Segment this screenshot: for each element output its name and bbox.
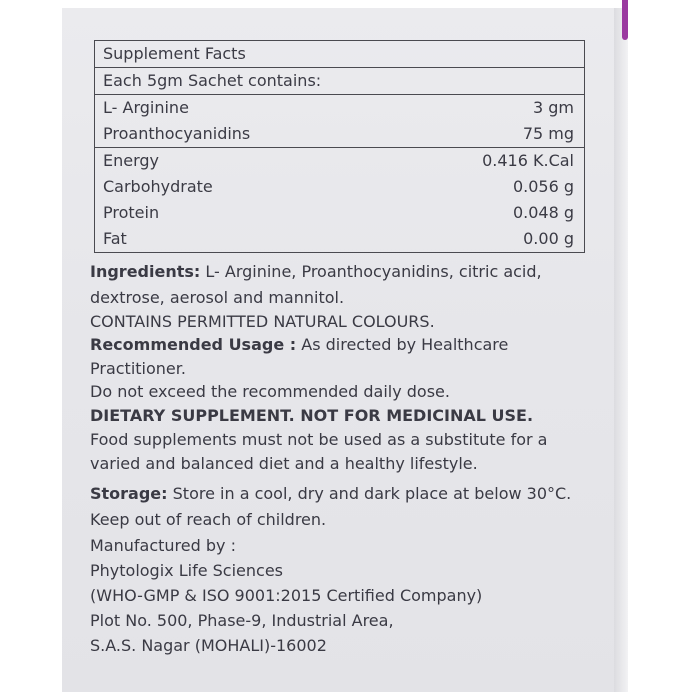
storage-line — [90, 482, 571, 506]
children-note: Keep out of reach of children. — [90, 510, 327, 529]
facts-row-value: 0.056 g — [512, 177, 574, 196]
facts-row-value: 3 gm — [532, 98, 574, 117]
dietary-note-text: DIETARY SUPPLEMENT. NOT FOR MEDICINAL USE. — [90, 406, 534, 425]
facts-row-value: 75 mg — [522, 124, 574, 143]
dose-warning: Do not exceed the recommended daily dose. — [90, 382, 450, 401]
manufacturer-cert: (WHO-GMP & ISO 9001:2015 Certified Company) — [90, 586, 483, 605]
box-edge — [614, 8, 628, 692]
facts-serving-row — [95, 68, 584, 95]
facts-row-name: Proanthocyanidins — [103, 124, 251, 143]
manufacturer-address-1: Plot No. 500, Phase-9, Industrial Area, — [90, 611, 394, 630]
storage-text: Store in a cool, dry and dark place at below 30°C. — [167, 484, 572, 503]
substitute-line-2: varied and balanced diet and a healthy lifestyle. — [90, 454, 478, 473]
substitute-line-1: Food supplements must not be used as a substitute for a — [90, 430, 548, 449]
supplement-facts-table — [94, 40, 585, 253]
usage-label: Recommended Usage : — [90, 335, 297, 354]
facts-row-value: 0.00 g — [523, 229, 574, 248]
facts-title: Supplement Facts — [103, 44, 246, 63]
facts-row-name: Protein — [103, 203, 160, 222]
facts-row-name: L- Arginine — [103, 98, 189, 117]
facts-row — [95, 174, 584, 200]
nutrition-group — [95, 148, 584, 252]
usage-line-2: Practitioner. — [90, 359, 186, 378]
facts-row — [95, 148, 584, 174]
storage-label: Storage: — [90, 484, 168, 503]
colours-note: CONTAINS PERMITTED NATURAL COLOURS. — [90, 312, 435, 331]
manufacturer-name: Phytologix Life Sciences — [90, 561, 283, 580]
ingredients-line-2: dextrose, aerosol and mannitol. — [90, 288, 345, 307]
purple-tab — [622, 0, 628, 40]
facts-row-value: 0.416 K.Cal — [482, 151, 574, 170]
facts-title-row — [95, 41, 584, 68]
ingredients-label: Ingredients: — [90, 262, 201, 281]
usage-line-1 — [90, 333, 508, 357]
facts-row — [95, 226, 584, 252]
facts-serving: Each 5gm Sachet contains: — [103, 71, 322, 90]
facts-row-value: 0.048 g — [512, 203, 574, 222]
manufacturer-address-2: S.A.S. Nagar (MOHALI)-16002 — [90, 636, 327, 655]
facts-row-name: Energy — [103, 151, 160, 170]
facts-row-name: Carbohydrate — [103, 177, 213, 196]
facts-row — [95, 121, 584, 147]
facts-row-name: Fat — [103, 229, 127, 248]
manufacturer-label: Manufactured by : — [90, 536, 236, 555]
actives-group — [95, 95, 584, 148]
usage-text: As directed by Healthcare — [296, 335, 509, 354]
ingredients-line-1 — [90, 260, 542, 284]
facts-row — [95, 200, 584, 226]
dietary-note — [90, 404, 533, 428]
ingredients-text: L- Arginine, Proanthocyanidins, citric acid, — [200, 262, 542, 281]
facts-row — [95, 95, 584, 121]
